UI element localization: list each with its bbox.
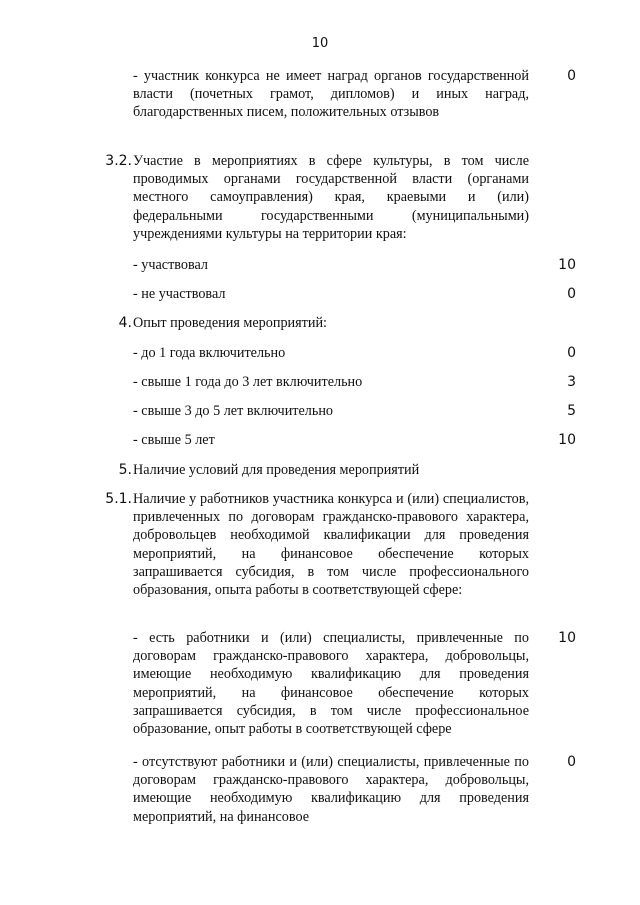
score-value: 0 <box>567 754 576 770</box>
item-number: 4. <box>118 315 132 331</box>
page-number: 10 <box>311 36 329 51</box>
criterion-text: - не участвовал <box>133 286 226 302</box>
criterion-text: - есть работники и (или) специалисты, привлеченные по договорам гражданско-правового характера, добровольцы, имеющие необходимую квалификацию для проведения мероприятий, на финансовое обеспечение которых запрашивается субсидия, в том числе профессиональное образование, опыт работы в соответствующей сфере <box>133 630 529 738</box>
criterion-text: Участие в мероприятиях в сфере культуры, в том числе проводимых органами государственной власти (органами местного самоуправления) края, краевыми и (или) федеральными государственными (муниципальными) учреждениями культуры на территории края: <box>133 153 529 242</box>
score-value: 10 <box>558 257 576 273</box>
criterion-text: - свыше 1 года до 3 лет включительно <box>133 374 363 390</box>
score-value: 5 <box>567 403 576 419</box>
score-value: 0 <box>567 68 576 84</box>
score-value: 10 <box>558 432 576 448</box>
criterion-text: - участник конкурса не имеет наград органов государственной власти (почетных грамот, дипломов) и иных наград, благодарственных писем, положительных отзывов <box>133 68 529 121</box>
item-number: 3.2. <box>105 153 132 169</box>
criterion-text: Наличие условий для проведения мероприятий <box>133 462 420 478</box>
criterion-text: - свыше 5 лет <box>133 432 215 448</box>
criterion-text: - участвовал <box>133 257 209 273</box>
item-number: 5.1. <box>105 491 132 507</box>
criterion-text: Наличие у работников участника конкурса и (или) специалистов, привлеченных по договорам гражданско-правового характера, добровольцев необходимой квалификации для проведения мероприятий, на финансовое обеспечение которых запрашивается субсидия, в том числе профессионального образования, опыта работы в соответствующей сфере: <box>133 491 529 599</box>
criterion-text: Опыт проведения мероприятий: <box>133 315 327 331</box>
criterion-text: - до 1 года включительно <box>133 345 286 361</box>
item-number: 5. <box>118 462 132 478</box>
score-value: 0 <box>567 345 576 361</box>
score-value: 10 <box>558 630 576 646</box>
criterion-text: - отсутствуют работники и (или) специалисты, привлеченные по договорам гражданско-правового характера, добровольцы, имеющие необходимую квалификацию для проведения мероприятий, на финансовое <box>133 754 529 825</box>
score-value: 0 <box>567 286 576 302</box>
criterion-text: - свыше 3 до 5 лет включительно <box>133 403 334 419</box>
score-value: 3 <box>567 374 576 390</box>
